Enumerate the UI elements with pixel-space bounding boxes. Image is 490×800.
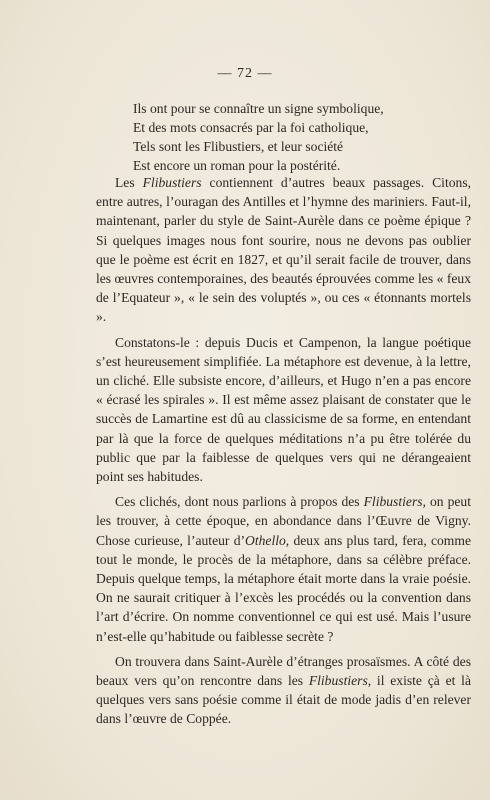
paragraph-2: Constatons-le : depuis Ducis et Campenon, la langue poétique s’est heureusement simplifiée. La métaphore est devenue, à la lettre, un cliché. Elle subsiste encore, d’ailleurs, et Hugo n’en a pas encore « écrasé les spirales ». Il est même assez plaisant de constater que le succès de Lamartine est dû au classicisme de sa forme, en entendant par là que la force de quelques méditations n’a pu être tolérée du public que par la faiblesse de quelques vers qui ne dérangeaient point ses habitudes. (96, 334, 471, 485)
text-run: Les (115, 175, 143, 190)
paragraph-3 (96, 492, 471, 646)
page-number: — 72 — (217, 66, 273, 81)
paragraph-1 (96, 173, 471, 327)
text-run: On trouvera dans Saint-Aurèle d’étranges prosaïsmes. A côté des beaux vers qu’on rencontre dans les (96, 653, 471, 689)
italic-title: Flibustiers, (308, 673, 372, 689)
paragraph-4 (96, 652, 471, 729)
body-text (96, 173, 471, 735)
italic-title: Flibustiers (142, 175, 202, 190)
verse-line: Tels sont les Flibustiers, et leur société (133, 139, 344, 154)
italic-title: Flibustiers, (363, 494, 426, 510)
text-run: contiennent d’autres beaux passages. Citons, entre autres, l’ouragan des Antilles et l’hymne des mariniers. Faut-il, maintenant, parler du style de Saint-Aurèle dans ce poème épique ? Si quelques images nous font sourire, nous ne devons pas oublier que le poème est écrit en 1827, et qu’il serait facile de trouver, dans les œuvres contemporaines, des beautés éprouvées comme les « feux de l’Equateur », « le sein des voluptés », ou ces « étonnants mortels ». (96, 175, 472, 325)
verse-line: Ils ont pour se connaître un signe symbolique, (133, 101, 384, 116)
text-run: on peut les trouver, à cette époque, en abondance dans l’Œuvre de Vigny. Chose curieuse, l’auteur d’ (96, 494, 471, 548)
verse-line: Et des mots consacrés par la foi catholique, (133, 120, 369, 135)
verse-quotation (133, 99, 463, 175)
text-run: deux ans plus tard, fera, comme tout le monde, le procès de la métaphore, dans sa célèbre préface. Depuis quelque temps, la métaphore était morte dans la vraie poésie. On ne saurait critiquer à l’excès les procédés ou la convention dans l’art d’écrire. On nomme conventionnel ce qui est usé. Mais l’usure n’est-elle qu’habitude ou faiblesse secrète ? (96, 532, 471, 644)
text-run: il existe çà et là quelques vers sans poésie comme il était de mode jadis d’en relever dans l’œuvre de Coppée. (96, 673, 471, 727)
verse-line: Est encore un roman pour la postérité. (133, 158, 341, 173)
text-run: Ces clichés, dont nous parlions à propos des (115, 494, 364, 510)
italic-title: Othello, (245, 532, 290, 548)
